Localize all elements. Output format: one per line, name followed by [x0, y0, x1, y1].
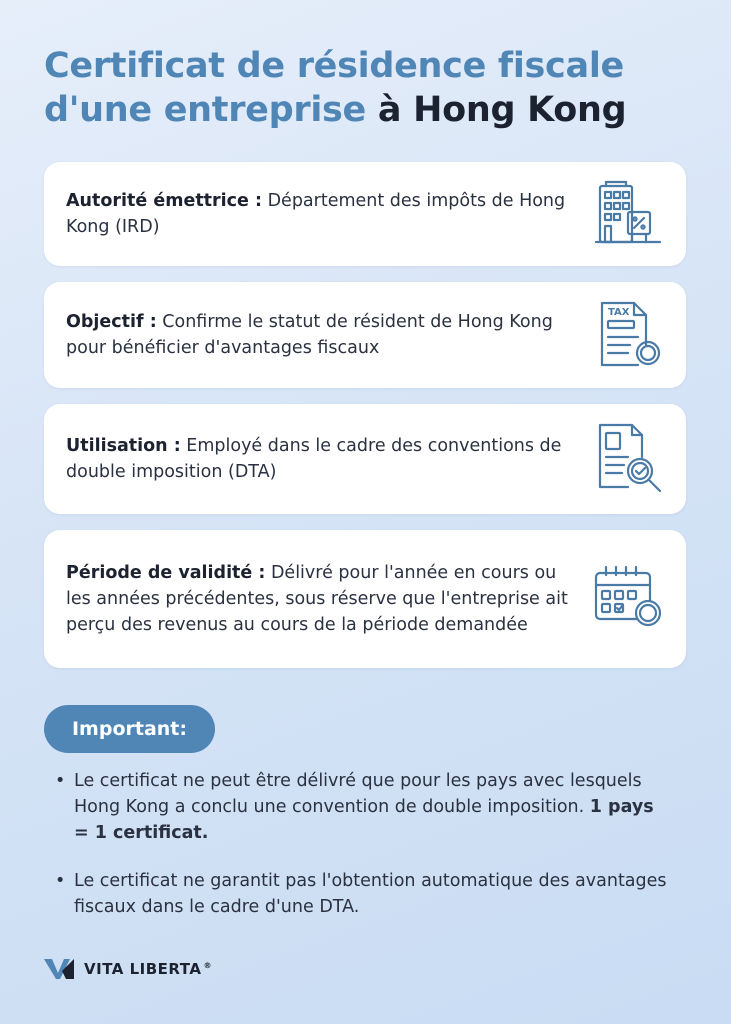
- building-percent-icon: [588, 178, 668, 250]
- tax-icon-text: TAX: [608, 307, 630, 318]
- card-label: Période de validité :: [66, 563, 266, 583]
- card-objective: [44, 282, 686, 388]
- card-validity-period: [44, 530, 686, 668]
- important-list: [52, 768, 672, 920]
- brand-mark-icon: [44, 957, 76, 981]
- card-label: Objectif :: [66, 312, 157, 332]
- card-value: Employé dans le cadre des conventions de double imposition (DTA): [66, 436, 562, 482]
- brand-name: VITA LIBERTA ®: [84, 960, 212, 978]
- card-label: Utilisation :: [66, 436, 181, 456]
- card-usage: [44, 404, 686, 514]
- bullet-text: Le certificat ne peut être délivré que pour les pays avec lesquels Hong Kong a conclu une convention de double imposition.: [74, 771, 642, 817]
- list-item: [52, 768, 672, 846]
- important-badge: Important:: [44, 705, 215, 753]
- tax-document-icon: [588, 299, 668, 371]
- card-label: Autorité émettrice :: [66, 191, 263, 211]
- title-line-2-blue: d'une entreprise: [44, 90, 378, 130]
- card-text: [66, 188, 571, 240]
- bullet-marker: •: [55, 871, 66, 891]
- calendar-check-icon: [588, 563, 668, 635]
- list-item: [52, 868, 672, 920]
- card-value: Département des impôts de Hong Kong (IRD): [66, 191, 566, 237]
- card-text: [66, 309, 571, 361]
- card-text: [66, 433, 571, 485]
- bullet-bold-text: 1 pays = 1 certificat.: [74, 797, 654, 843]
- title-line-2-dark: à Hong Kong: [377, 90, 627, 130]
- bullet-text: Le certificat ne garantit pas l'obtention automatique des avantages fiscaux dans le cadre d'une DTA.: [74, 871, 667, 917]
- bullet-marker: •: [55, 771, 66, 791]
- card-issuing-authority: [44, 162, 686, 266]
- card-value: Confirme le statut de résident de Hong Kong pour bénéficier d'avantages fiscaux: [66, 312, 553, 358]
- card-value: Délivré pour l'année en cours ou les années précédentes, sous réserve que l'entreprise ait perçu des revenus au cours de la période demandée: [66, 563, 568, 635]
- brand-logo: [44, 956, 212, 982]
- page-title: [44, 44, 704, 132]
- card-text: [66, 560, 571, 638]
- title-line-1: Certificat de résidence fiscale: [44, 46, 624, 86]
- document-search-icon: [588, 423, 668, 495]
